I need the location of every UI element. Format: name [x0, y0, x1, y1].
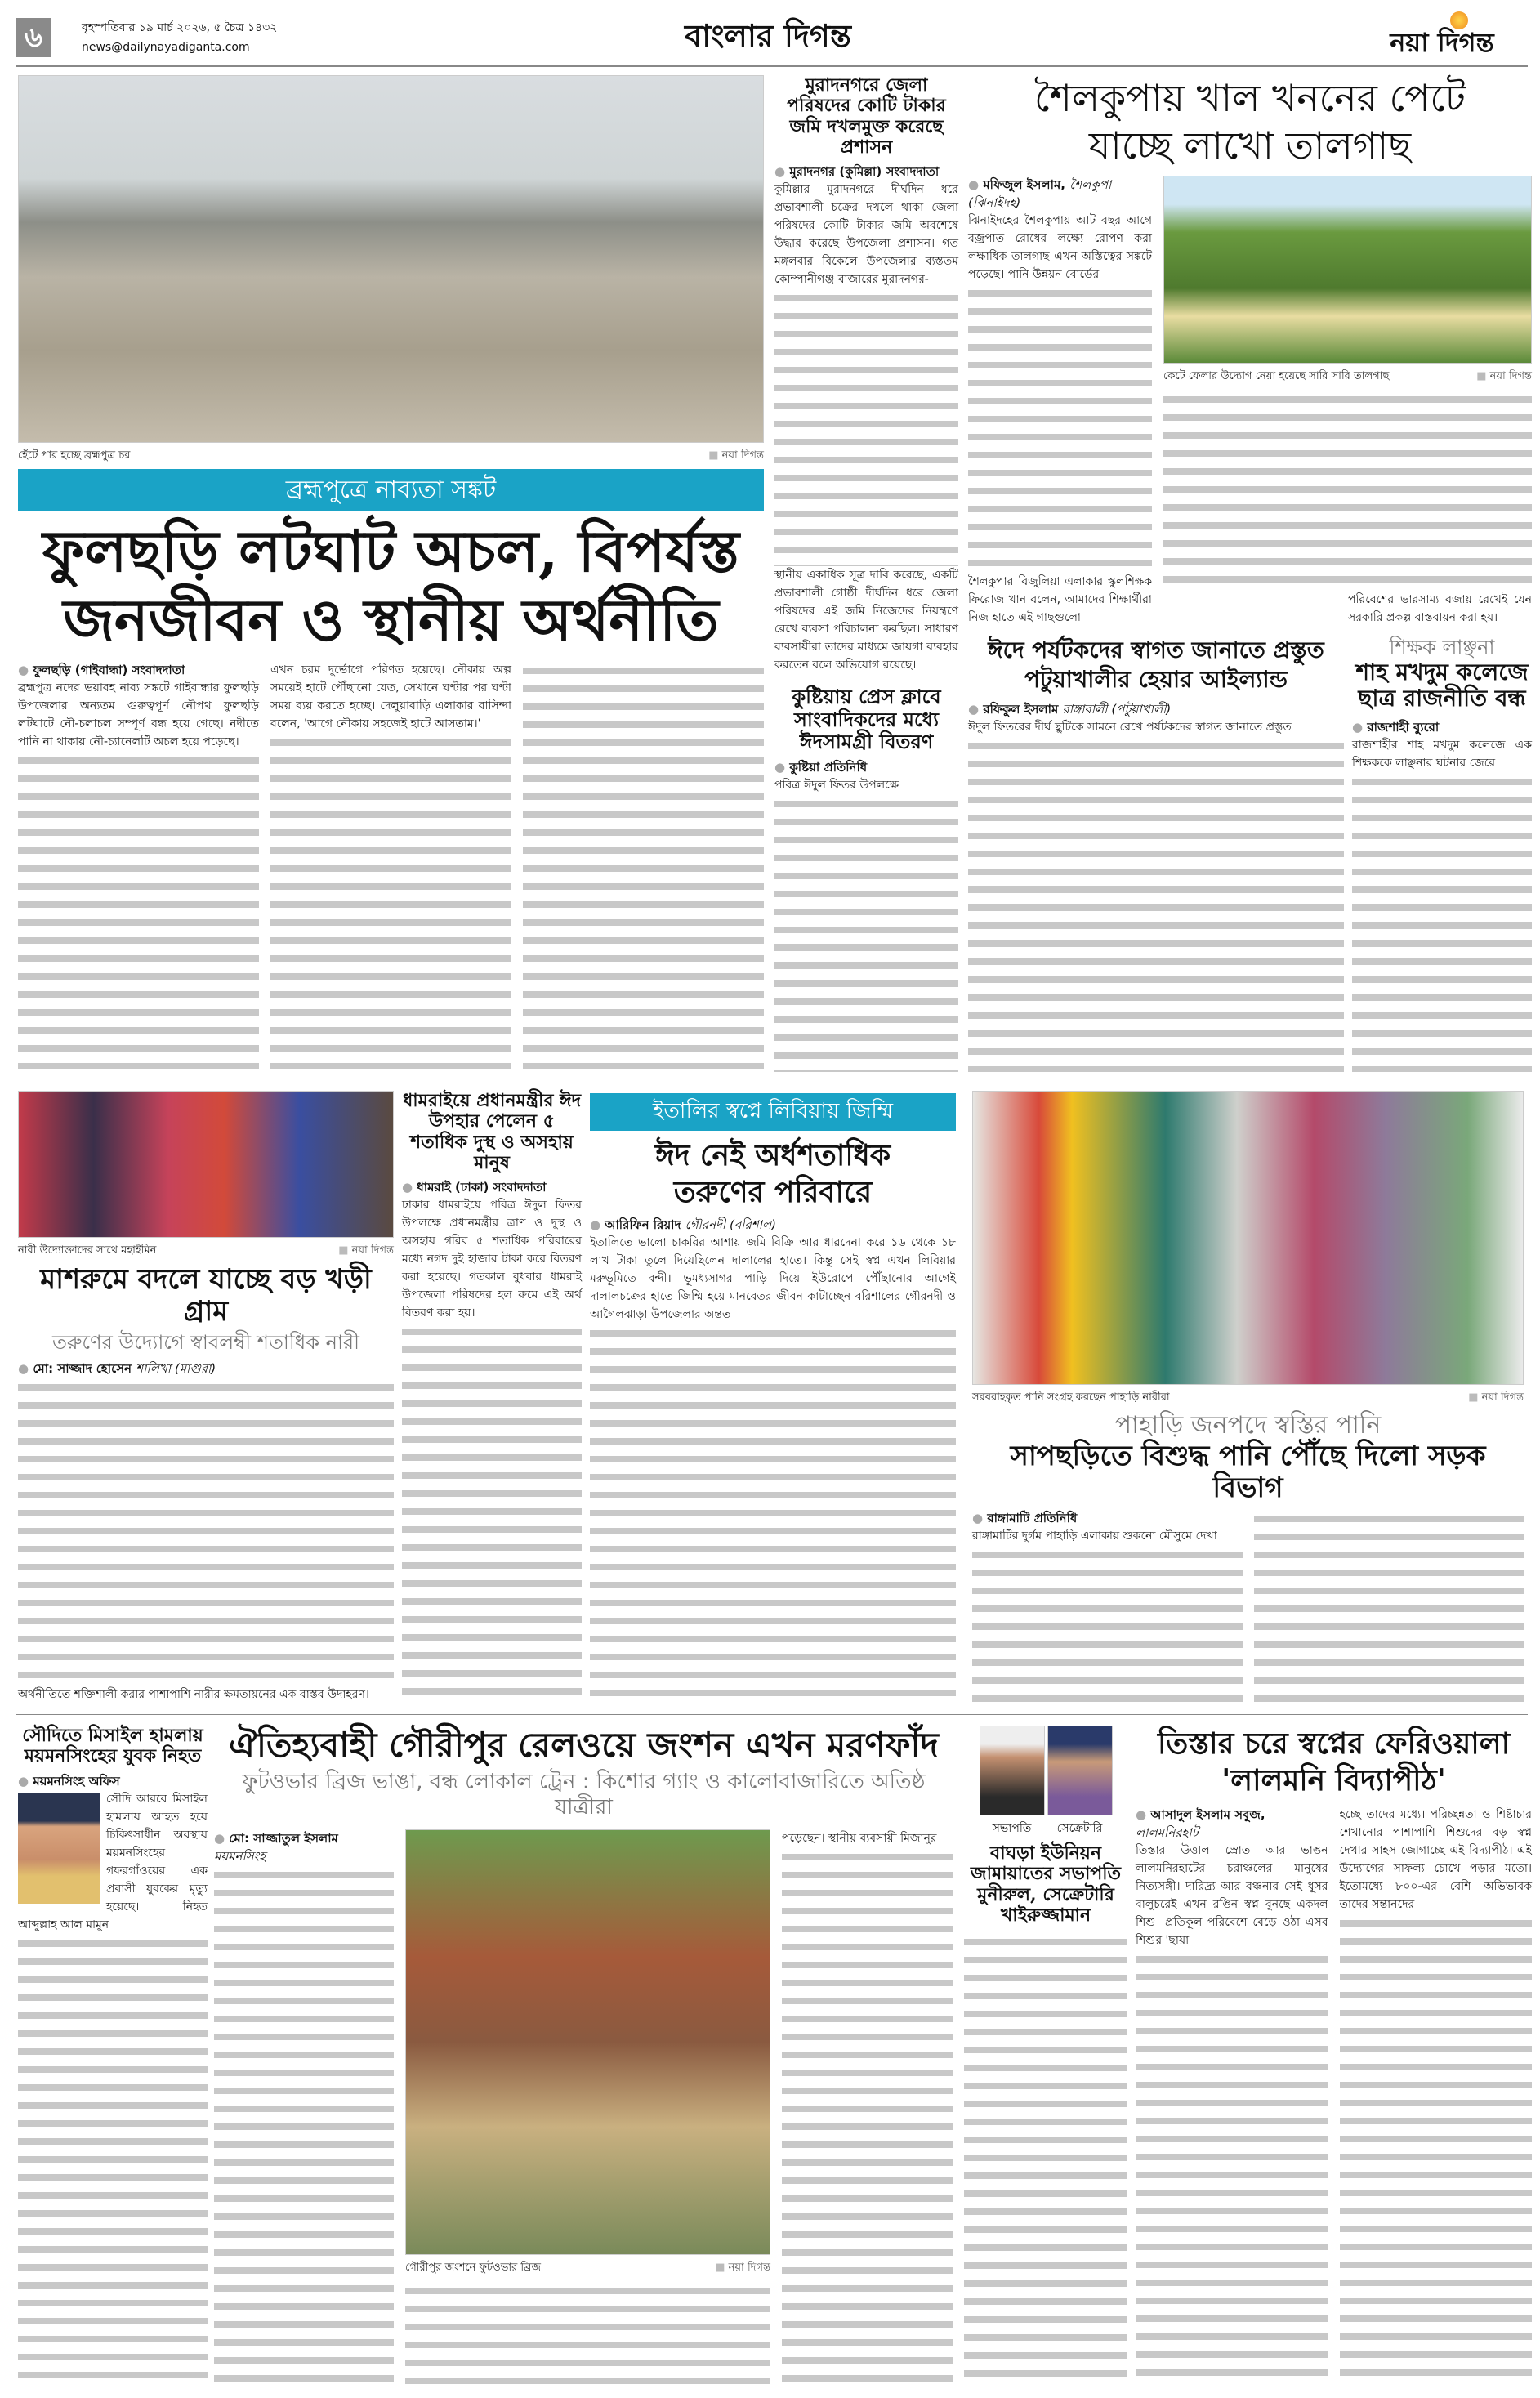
byline: ● মো: সাজ্জাদ হোসেন শালিখা (মাগুরা)	[18, 1360, 394, 1378]
section-dhamrai	[402, 1091, 582, 1704]
main-headline: ফুলছড়ি লটঘাট অচল, বিপর্যস্ত জনজীবন ও স্থানীয় অর্থনীতি	[42, 517, 739, 654]
section-sapchari	[972, 1091, 1524, 1704]
photo-label: সেক্রেটারি	[1056, 1822, 1103, 1835]
section-shah-makhdum	[1352, 636, 1532, 1072]
byline: ● মুরাদনগর (কুমিল্লা) সংবাদদাতা	[774, 163, 958, 181]
photo-women-entrepreneurs	[18, 1091, 394, 1238]
article-col: পড়েছেন। স্থানীয় ব্যবসায়ী মিজানুর	[782, 1831, 937, 1845]
subheadline: তরুণের উদ্যোগে স্বাবলম্বী শতাধিক নারী	[52, 1331, 359, 1355]
section-gauripur	[214, 1726, 953, 2387]
article-lead: ঈদুল ফিতরের দীর্ঘ ছুটিকে সামনে রেখে পর্যটকদের স্বাগত জানাতে প্রস্তুত	[968, 720, 1292, 734]
article-end: স্থানীয় একাধিক সূত্র দাবি করেছে, একটি প্রভাবশালী গোষ্ঠী দীর্ঘদিন ধরে জেলা পরিষদের এই জমি নিজেদের নিয়ন্ত্রণে রেখে ব্যবসা পরিচালনা করছিল। সাধারণ ব্যবসায়ীরা তাদের মাধ্যমে জায়গা ব্যবহার করতেন বলে অভিযোগ রয়েছে।	[774, 569, 958, 672]
byline: ● রফিকুল ইসলাম রাঙ্গাবালী (পটুয়াখালী)	[968, 700, 1344, 718]
byline: ● মফিজুল ইসলাম, শৈলকুপা (ঝিনাইদহ)	[968, 176, 1152, 212]
photo-palm-trees	[1163, 176, 1532, 364]
section-saudi	[18, 1726, 208, 2387]
byline: ● রাঙ্গামাটি প্রতিনিধি	[972, 1509, 1243, 1527]
column-muradnagar-kushtia	[774, 75, 958, 1072]
article-lead: রাজশাহীর শাহ মখদুম কলেজে এক শিক্ষককে লাঞ্ছনার ঘটনার জেরে	[1352, 739, 1532, 770]
headline-patuakhali: ঈদে পর্যটকদের স্বাগত জানাতে প্রস্তুত পটুয়াখালীর হেয়ার আইল্যান্ড	[988, 636, 1324, 694]
section-patuakhali	[968, 636, 1344, 1072]
byline: ● ধামরাই (ঢাকা) সংবাদদাতা	[402, 1178, 582, 1196]
article-lead: তিস্তার উত্তাল স্রোত আর ভাঙন লালমনিরহাটের চরাঞ্চলের মানুষের নিত্যসঙ্গী। দারিদ্র্য আর বঞ্চনার সেই ধূসর বালুচরেই এখন রঙিন স্বপ্ন বুনছে একদল শিশু। প্রতিকূল পরিবেশে বেড়ে ওঠা এসব শিশুর 'ছায়া	[1136, 1844, 1328, 1947]
kicker-banner: ইতালির স্বপ্নে লিবিয়ায় জিম্মি	[590, 1093, 956, 1131]
headline-mashroom: মাশরুমে বদলে যাচ্ছে বড় খড়ী গ্রাম	[40, 1263, 372, 1329]
section-italy	[590, 1093, 956, 1704]
article-lead: রাঙ্গামাটির দুর্গম পাহাড়ি এলাকায় শুকনো মৌসুমে দেখা	[972, 1529, 1217, 1543]
newspaper-logo	[1356, 11, 1528, 62]
section-teesta	[1136, 1726, 1532, 2387]
logo-text: নয়া দিগন্ত	[1390, 27, 1494, 58]
byline: ● আরিফিন রিয়াদ গৌরনদী (বরিশাল)	[590, 1216, 956, 1234]
headline-teesta: তিস্তার চরে স্বপ্নের ফেরিওয়ালা 'লালমনি বিদ্যাপীঠ'	[1157, 1726, 1511, 1797]
kicker: শিক্ষক লাঞ্ছনা	[1389, 636, 1495, 659]
article-lead: ঢাকার ধামরাইয়ে পবিত্র ঈদুল ফিতর উপলক্ষে প্রধানমন্ত্রীর ত্রাণ ও দুস্থ ও অসহায় গরিব ৫ শতাধিক পরিবারের মধ্যে নগদ দুই হাজার টাকা করে বিতরণ করা হয়েছে। গতকাল বুধবার ধামরাই উপজেলা পরিষদের হল রুমে এই অর্থ বিতরণ করা হয়।	[402, 1199, 582, 1320]
page-date: বৃহস্পতিবার ১৯ মার্চ ২০২৬, ৫ চৈত্র ১৪৩২	[82, 21, 278, 34]
section-brahmaputra	[18, 75, 764, 1072]
section-rule	[16, 1714, 1528, 1715]
photo-president	[980, 1726, 1045, 1815]
photo-footover-bridge	[405, 1829, 770, 2255]
headline-gauripur: ঐতিহ্যবাহী গৌরীপুর রেলওয়ে জংশন এখন মরণফাঁদ	[229, 1725, 939, 1765]
byline: ● ময়মনসিংহ অফিস	[18, 1772, 208, 1790]
section-baghra	[964, 1726, 1127, 2387]
kicker-banner: ব্রহ্মপুত্রে নাব্যতা সঙ্কট	[18, 469, 764, 511]
kicker: পাহাড়ি জনপদে স্বস্তির পানি	[1114, 1411, 1382, 1440]
photo-secretary	[1047, 1726, 1113, 1815]
photo-water-collection	[972, 1091, 1524, 1385]
headline-kushtia: কুষ্টিয়ায় প্রেস ক্লাবে সাংবাদিকদের মধ্যে ঈদসামগ্রী বিতরণ	[792, 685, 941, 754]
photo-label: সভাপতি	[992, 1822, 1032, 1835]
page-number-box: ৬	[16, 18, 51, 57]
section-title: বাংলার দিগন্ত	[685, 17, 851, 54]
section-mashroom	[18, 1091, 394, 1704]
photo-caption: সরবরাহকৃত পানি সংগ্রহ করছেন পাহাড়ি নারীরা ■ নয়া দিগন্ত	[972, 1390, 1524, 1406]
subheadline: ফুটওভার ব্রিজ ভাঙা, বন্ধ লোকাল ট্রেন : কিশোর গ্যাং ও কালোবাজারিতে অতিষ্ঠ যাত্রীরা	[242, 1770, 926, 1820]
section-shailkupa	[968, 75, 1532, 627]
headline-shailkupa: শৈলকুপায় খাল খননের পেটে যাচ্ছে লাখো তালগাছ	[1034, 76, 1466, 167]
photo-caption: হেঁটে পার হচ্ছে ব্রহ্মপুত্র চর ■ নয়া দিগন্ত	[18, 448, 764, 464]
byline: ● আসাদুল ইসলাম সবুজ, লালমনিরহাট	[1136, 1806, 1328, 1842]
article-col: হচ্ছে তাদের মধ্যে। পরিচ্ছন্নতা ও শিষ্টাচার শেখানোর পাশাপাশি শিশুদের বড় স্বপ্ন দেখার সাহস জোগাচ্ছে এই বিদ্যাপীঠ। এই উদ্যোগের সাফল্য চোখে পড়ার মতো। ইতোমধ্যে ৮০০-এর বেশি অভিভাবক তাদের সন্তানদের	[1339, 1808, 1532, 1911]
article-lead: পবিত্র ঈদুল ফিতর উপলক্ষে	[774, 778, 899, 792]
headline-shah-makhdum: শাহ মখদুম কলেজে ছাত্র রাজনীতি বন্ধ	[1355, 658, 1529, 712]
byline: ● কুষ্টিয়া প্রতিনিধি	[774, 758, 958, 776]
headline-dhamrai: ধামরাইয়ে প্রধানমন্ত্রীর ঈদ উপহার পেলেন ৫ শতাধিক দুস্থ ও অসহায় মানুষ	[402, 1090, 582, 1173]
contact-email: news@dailynayadiganta.com	[82, 41, 250, 54]
photo-caption: গৌরীপুর জংশনে ফুটওভার ব্রিজ ■ নয়া দিগন্ত	[405, 2260, 770, 2276]
headline-sapchari: সাপছড়িতে বিশুদ্ধ পানি পৌঁছে দিলো সড়ক বিভাগ	[1010, 1440, 1486, 1505]
photo-caption: নারী উদ্যোক্তাদের সাথে মহাইমিন ■ নয়া দিগন্ত	[18, 1243, 394, 1259]
header-rule	[16, 65, 1528, 67]
article-end: পরিবেশের ভারসাম্য বজায় রেখেই যেন সরকারি প্রকল্প বাস্তবায়ন করা হয়।	[1348, 593, 1532, 624]
byline: ● মো: সাজ্জাতুল ইসলাম ময়মনসিংহ	[214, 1829, 394, 1865]
article-quote: শৈলকুপার বিজুলিয়া এলাকার স্কুলশিক্ষক ফিরোজ খান বলেন, আমাদের শিক্ষার্থীরা নিজ হাতে এই গাছগুলো	[968, 575, 1152, 624]
article-lead: ইতালিতে ভালো চাকরির আশায় জমি বিক্রি আর ধারদেনা করে ১৬ থেকে ১৮ লাখ টাকা তুলে দিয়েছিলেন দালালের হাতে। কিন্তু সেই স্বপ্ন এখন লিবিয়ার মরুভূমিতে বন্দী। ভূমধ্যসাগর পাড়ি দিয়ে ইউরোপে পৌঁছানোর আগেই দালালচক্রের হাতে জিম্মি হয়ে মানবেতর জীবন কাটাচ্ছেন বরিশালের গৌরনদী ও আগৈলঝাড়া উপজেলার অন্তত	[590, 1235, 956, 1321]
article-lead: ঝিনাইদহের শৈলকুপায় আট বছর আগে বজ্রপাত রোধের লক্ষ্যে রোপণ করা লক্ষাধিক তালগাছ এখন অস্তিত্বের সঙ্কটে পড়েছে। পানি উন্নয়ন বোর্ডের	[968, 214, 1152, 281]
article-lead: কুমিল্লার মুরাদনগরে দীর্ঘদিন ধরে প্রভাবশালী চক্রের দখলে থাকা জেলা পরিষদের কোটি টাকার জমি অবশেষে উদ্ধার করেছে উপজেলা প্রশাসন। গত মঙ্গলবার বিকেলে উপজেলার ব্যস্ততম কোম্পানীগঞ্জ বাজারের মুরাদনগর-	[774, 183, 958, 287]
byline: ● রাজশাহী ব্যুরো	[1352, 718, 1532, 736]
article-lead: সৌদি আরবে মিসাইল হামলায় আহত হয়ে চিকিৎসাধীন অবস্থায় ময়মনসিংহের গফরগাঁওয়ের এক প্রবাসী যুবকের মৃত্যু হয়েছে। নিহত আব্দুল্লাহ আল মামুন	[18, 1792, 208, 1931]
headline-muradnagar: মুরাদনগরে জেলা পরিষদের কোটি টাকার জমি দখলমুক্ত করেছে প্রশাসন	[787, 74, 946, 158]
photo-caption: কেটে ফেলার উদ্যোগ নেয়া হয়েছে সারি সারি তালগাছ ■ নয়া দিগন্ত	[1163, 368, 1532, 385]
headline-baghra: বাঘড়া ইউনিয়ন জামায়াতের সভাপতি মুনীরুল, সেক্রেটারি খাইরুজ্জামান	[970, 1842, 1122, 1926]
photo-brahmaputra-char	[18, 75, 764, 443]
article-end: অর্থনীতিতে শক্তিশালী করার পাশাপাশি নারীর ক্ষমতায়নের এক বাস্তব উদাহরণ।	[18, 1688, 369, 1701]
article-body-brahmaputra: ● ফুলছড়ি (গাইবান্ধা) সংবাদদাতা ব্রহ্মপুত্র নদের ভয়াবহ নাব্য সঙ্কটে গাইবান্ধার ফুলছড়ি উপজেলার অন্যতম গুরুত্বপূর্ণ নৌপথ ফুলছড়ি লটঘাটে নৌ-চলাচল সম্পূর্ণ বন্ধ হয়ে গেছে। নদীতে পানি না থাকায় নৌ-চ্যানেলটি অচল হয়ে পড়েছে। এখন চরম দুর্ভোগে পরিণত হয়েছে। নৌকায় অল্প সময়েই হাটে পৌঁছানো যেত, সেখানে ঘণ্টার পর ঘণ্টা সময় ব্যয় করতে হচ্ছে। দেলুয়াবাড়ি এলাকার বাসিন্দা বলেন, 'আগে নৌকায় সহজেই হাটে আসতাম।'	[18, 661, 764, 1072]
photo-victim	[18, 1793, 100, 1904]
headline-italy: ঈদ নেই অর্ধশতাধিক তরুণের পরিবারে	[654, 1137, 891, 1209]
headline-saudi: সৌদিতে মিসাইল হামলায় ময়মনসিংহের যুবক নিহত	[22, 1725, 203, 1767]
